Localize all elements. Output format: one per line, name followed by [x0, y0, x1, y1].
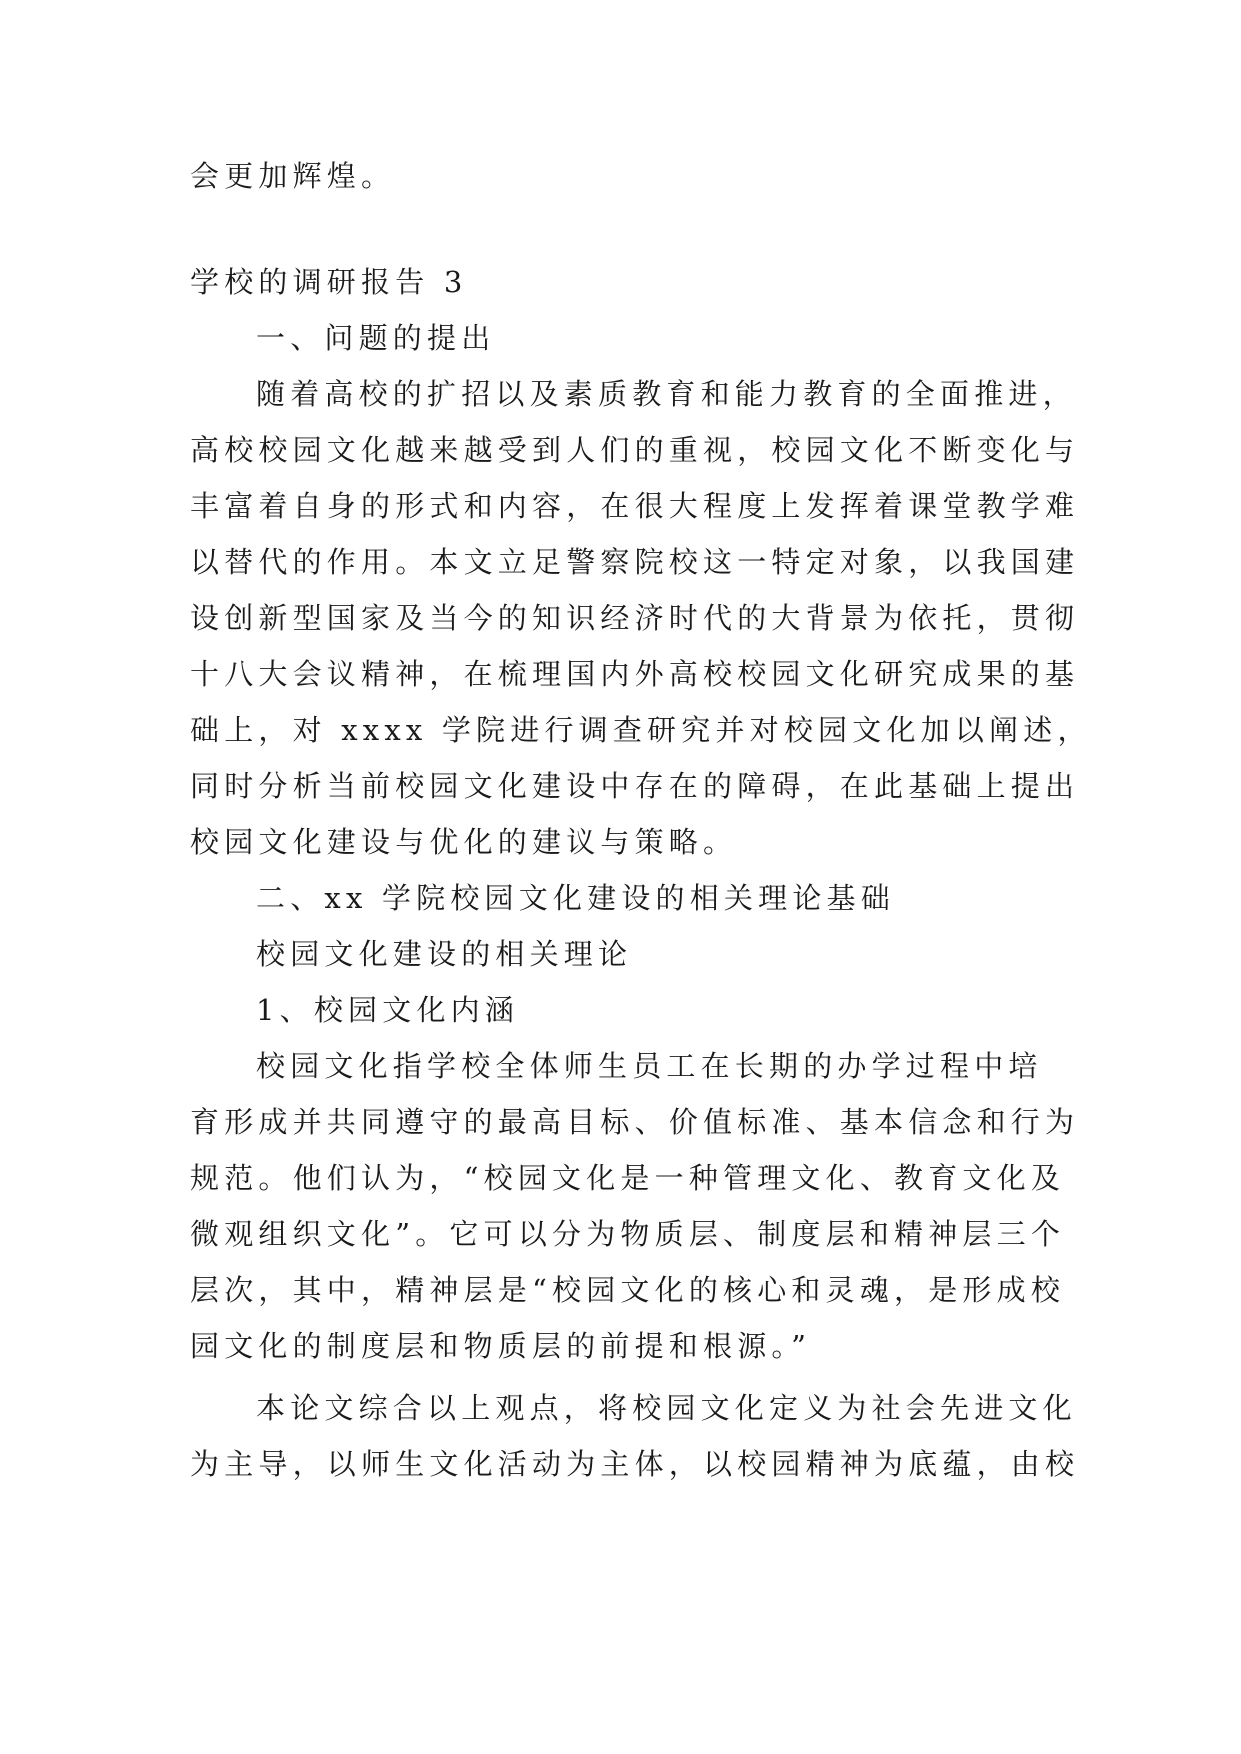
heading-culture-connotation: 1、校园文化内涵	[256, 993, 520, 1027]
paragraph-line: 本论文综合以上观点，将校园文化定义为社会先进文化	[256, 1391, 1077, 1425]
paragraph-line: 层次，其中，精神层是“校园文化的核心和灵魂，是形成校	[190, 1273, 1066, 1307]
paragraph-line: 同时分析当前校园文化建设中存在的障碍，在此基础上提出	[190, 769, 1080, 803]
paragraph-introduction	[190, 366, 1092, 870]
paragraph-line: 丰富着自身的形式和内容，在很大程度上发挥着课堂教学难	[190, 489, 1080, 523]
paragraph-line: 随着高校的扩招以及素质教育和能力教育的全面推进，	[256, 377, 1077, 411]
paragraph-line: 规范。他们认为，“校园文化是一种管理文化、教育文化及	[190, 1161, 1066, 1195]
paragraph-line: 以替代的作用。本文立足警察院校这一特定对象，以我国建	[190, 545, 1080, 579]
paragraph-line: 校园文化指学校全体师生员工在长期的办学过程中培	[256, 1049, 1043, 1083]
paragraph-line: 校园文化建设与优化的建议与策略。	[190, 825, 738, 859]
paragraph-line: 高校校园文化越来越受到人们的重视，校园文化不断变化与	[190, 433, 1080, 467]
heading-problem: 一、问题的提出	[256, 321, 496, 355]
paragraph-definition	[190, 1038, 1080, 1374]
paragraph-summary	[190, 1380, 1080, 1492]
paragraph-line: 础上，对 xxxx 学院进行调查研究并对校园文化加以阐述，	[190, 713, 1092, 747]
paragraph-line: 育形成并共同遵守的最高目标、价值标准、基本信念和行为	[190, 1105, 1080, 1139]
paragraph-line: 微观组织文化”。它可以分为物质层、制度层和精神层三个	[190, 1217, 1066, 1251]
document-body	[190, 148, 1092, 1492]
subheading-theory: 校园文化建设的相关理论	[256, 937, 633, 971]
paragraph-line: 十八大会议精神，在梳理国内外高校校园文化研究成果的基	[190, 657, 1080, 691]
paragraph-line: 为主导，以师生文化活动为主体，以校园精神为底蕴，由校	[190, 1447, 1080, 1481]
paragraph-line: 设创新型国家及当今的知识经济时代的大背景为依托，贯彻	[190, 601, 1080, 635]
section-title: 学校的调研报告 3	[190, 265, 468, 299]
paragraph-line: 园文化的制度层和物质层的前提和根源。”	[190, 1329, 812, 1363]
carryover-text: 会更加辉煌。	[190, 159, 396, 193]
heading-theory-basis: 二、xx 学院校园文化建设的相关理论基础	[256, 881, 895, 915]
